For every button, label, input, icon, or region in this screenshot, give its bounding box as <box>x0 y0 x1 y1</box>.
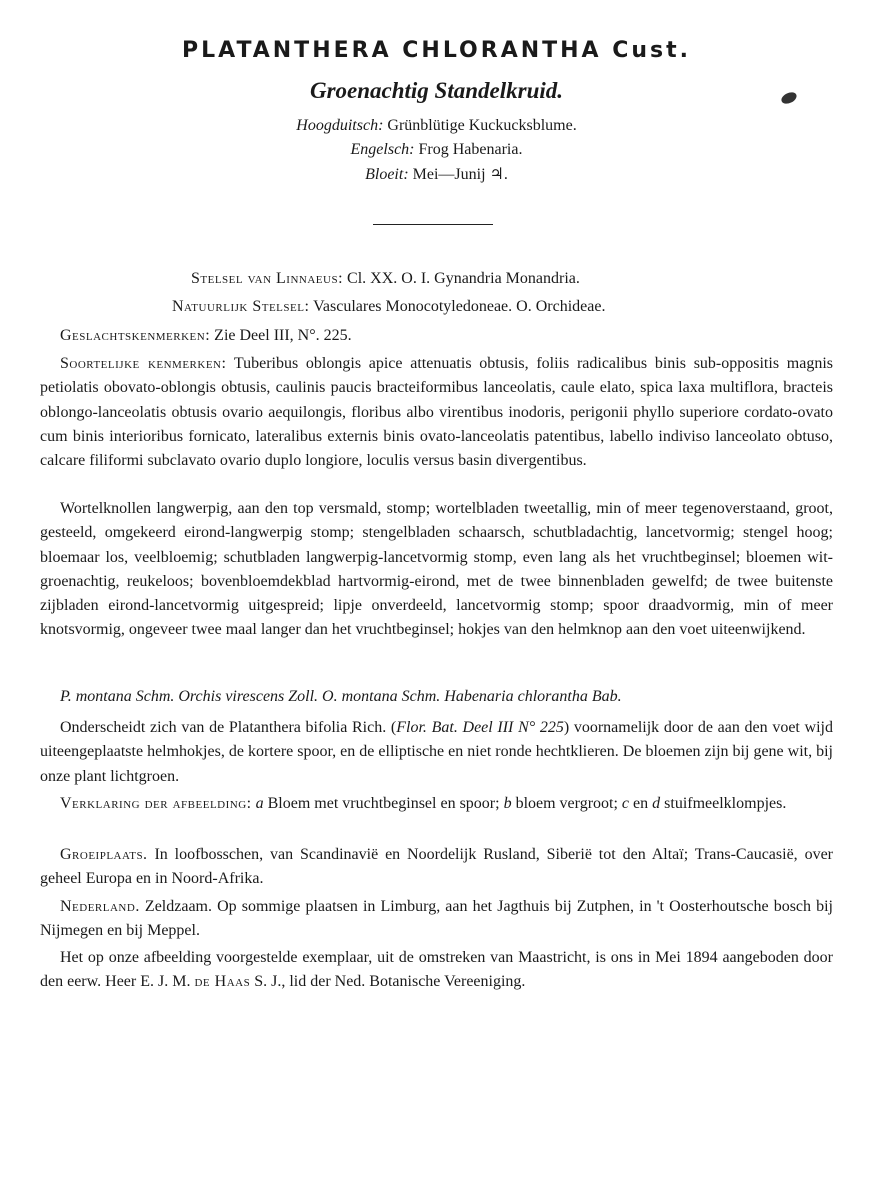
specimen-paragraph <box>40 946 833 995</box>
synonyms: P. montana Schm. Orchis virescens Zoll. O. montana Schm. Habenaria chlorantha Bab. <box>60 688 622 705</box>
genus-line <box>60 327 352 345</box>
english-name-line <box>0 141 873 159</box>
species-text: Tuberibus oblongis apice attenuatis obtusis, foliis radicalibus binis sub-oppositis magnis petiolatis obovato-oblongis obtusis, caulinis paucis bracteiformibus lanceolatis, caule elato, spica laxa multiflora, bracteis oblongo-lanceolatis obtusis ovario aequilongis, floribus albo virentibus inodoris, perigonii phyllo superiore cordato-ovato cum binis interioribus fornicato, lateralibus externis binis ovato-lanceolatis patentibus, labello indiviso lanceolato obtuso, calcare filiformi subclavato ovario duplo longiore, loculis versus basin divergentibus. <box>40 355 833 470</box>
habitat-label: Groeiplaats. <box>60 846 148 863</box>
distinction-text-a: Onderscheidt zich van de Platanthera bifolia Rich. ( <box>60 719 397 736</box>
figure-key-d: d <box>652 795 661 812</box>
english-name: Frog Habenaria. <box>418 141 523 158</box>
specimen-text-a: Het op onze afbeelding voorgestelde exemplaar, uit de omstreken van Maastricht, is ons in Mei 1894 aangeboden door den eerw. Heer E. J. M. <box>40 949 833 991</box>
figure-text-2: bloem vergroot; <box>511 795 622 812</box>
figure-text-3: en <box>629 795 653 812</box>
german-label: Hoogduitsch: <box>296 117 384 134</box>
natural-system-label: Natuurlijk Stelsel: <box>172 298 310 315</box>
figure-explanation <box>40 792 833 816</box>
netherlands-text: Zeldzaam. Op sommige plaatsen in Limburg, aan het Jagthuis bij Zutphen, in 't Oosterhoutsche bosch bij Nijmegen en bij Meppel. <box>40 898 833 940</box>
german-name-line <box>0 117 873 135</box>
figure-key-b: b <box>503 795 512 812</box>
distinction-paragraph <box>40 716 833 789</box>
linnaeus-label: Stelsel van Linnaeus: <box>191 270 344 287</box>
figure-label: Verklaring der afbeelding: <box>60 795 252 812</box>
habitat-paragraph <box>40 843 833 892</box>
english-label: Engelsch: <box>350 141 415 158</box>
bloom-line <box>0 164 873 184</box>
specimen-name-particle: de <box>194 973 211 991</box>
species-characteristics <box>40 352 833 473</box>
netherlands-label: Nederland. <box>60 898 140 915</box>
figure-key-a: a <box>255 795 264 812</box>
specimen-text-c: S. J., lid der Ned. Botanische Vereeniging. <box>250 973 526 991</box>
habitat-text: In loofbosschen, van Scandinavië en Noordelijk Rusland, Siberië tot den Altaï; Trans-Caucasië, over geheel Europa en in Noord-Afrika. <box>40 846 833 888</box>
natural-system-value: Vasculares Monocotyledoneae. O. Orchideae. <box>313 298 606 315</box>
title-divider <box>373 224 493 225</box>
species-label: Soortelijke kenmerken: <box>60 355 227 372</box>
natural-system-line <box>172 298 605 316</box>
genus-label: Geslachtskenmerken: <box>60 327 211 344</box>
figure-text-1: Bloem met vruchtbeginsel en spoor; <box>263 795 504 812</box>
bloom-value: Mei—Junij ♃. <box>412 166 508 183</box>
genus-value: Zie Deel III, N°. 225. <box>214 327 352 344</box>
linnaeus-value: Cl. XX. O. I. Gynandria Monandria. <box>347 270 580 287</box>
distinction-reference: Flor. Bat. Deel III N° 225 <box>396 719 564 736</box>
page-title: PLATANTHERA CHLORANTHA Cust. <box>181 38 692 63</box>
german-name: Grünblütige Kuckucksblume. <box>387 117 577 134</box>
netherlands-paragraph <box>40 895 833 944</box>
bloom-label: Bloeit: <box>365 166 409 183</box>
distinction-text-b: ) voornamelijk door de aan den voet wijd uiteengeplaatste helmhokjes, de kortere spoor, en de elliptische en niet ronde hechtklieren. De bloemen zijn bij gene wit, bij onze plant lichtgroen. <box>40 719 833 785</box>
figure-key-c: c <box>621 795 630 812</box>
dutch-common-name: Groenachtig Standelkruid. <box>309 78 564 103</box>
figure-text-4: stuifmeelklompjes. <box>660 795 787 812</box>
dutch-description: Wortelknollen langwerpig, aan den top versmald, stomp; wortelbladen tweetallig, min of meer tegenoverstaand, groot, gesteeld, omgekeerd eirond-langwerpig stomp; stengelbladen schaarsch, schutbladachtig, lancetvormig; stengel hoog; bloemaar los, veelbloemig; schutbladen langwerpig-lancetvormig stomp, even lang als het vruchtbeginsel; bloemen wit-groenachtig, reukeloos; bovenbloemdekblad hartvormig-eirond, met de twee binnenbladen gewelfd; de twee buitenste zijbladen eirond-lancetvormig uitgespreid; lipje onverdeeld, lancetvormig stomp; spoor draadvormig, min of meer knotsvormig, ongeveer twee maal langer dan het vruchtbeginsel; hokjes van den helmknop aan den voet uiteenwijkend. <box>40 500 833 639</box>
linnaeus-line <box>191 270 580 288</box>
specimen-name: Haas <box>210 973 251 991</box>
